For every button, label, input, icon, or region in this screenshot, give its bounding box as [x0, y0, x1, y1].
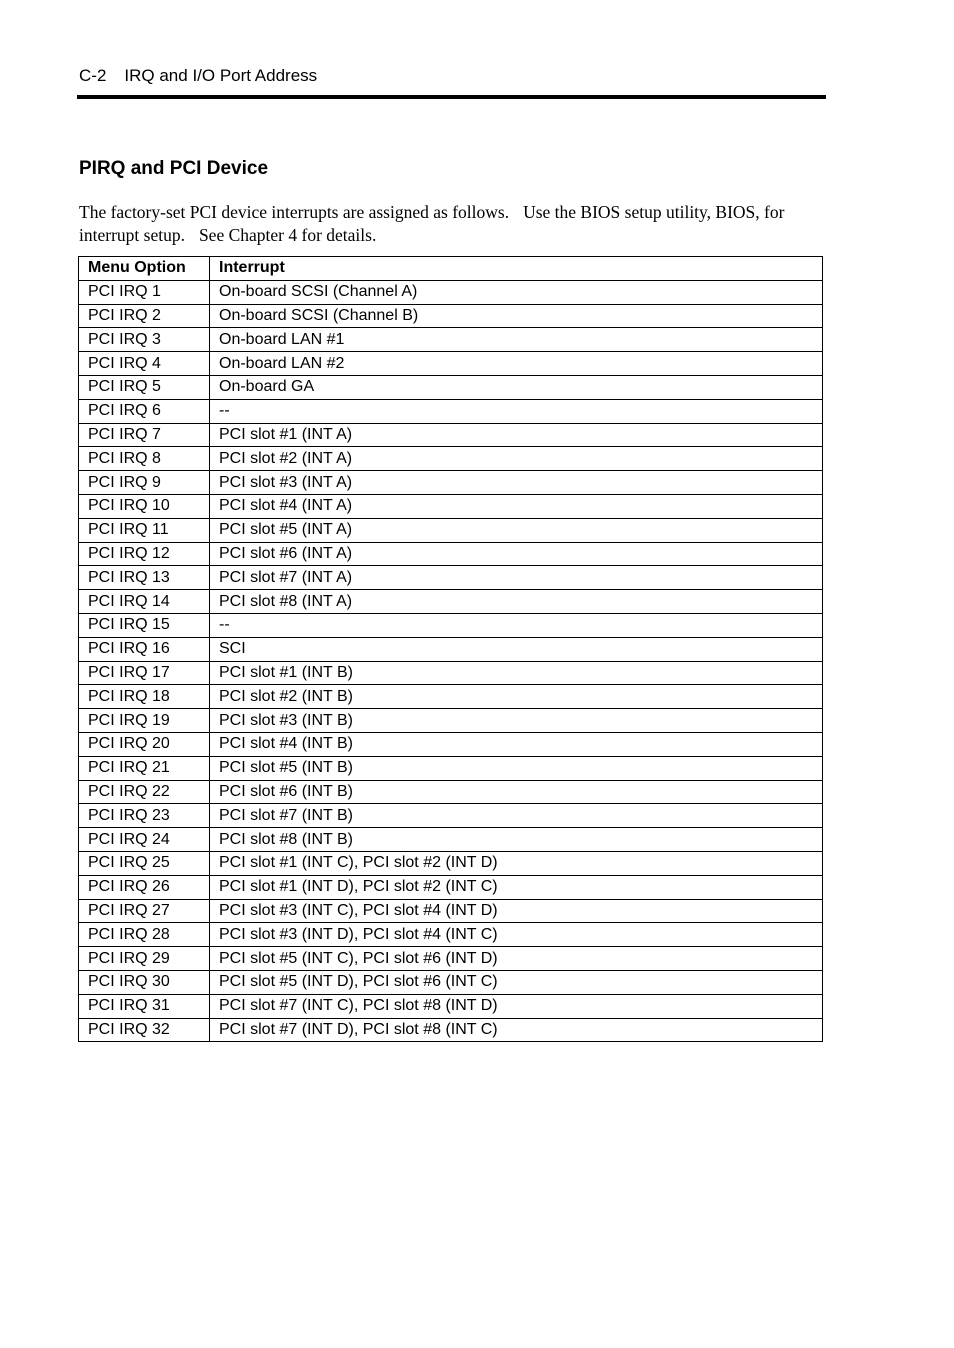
menu-option-cell: PCI IRQ 7	[79, 423, 210, 447]
table-row	[79, 875, 823, 899]
menu-option-cell: PCI IRQ 13	[79, 566, 210, 590]
menu-option-cell: PCI IRQ 11	[79, 518, 210, 542]
intro-sentence-2: Use the BIOS setup utility, BIOS, for interrupt setup.	[79, 202, 785, 245]
table-row	[79, 328, 823, 352]
menu-option-cell: PCI IRQ 16	[79, 637, 210, 661]
interrupt-cell: PCI slot #6 (INT A)	[210, 542, 823, 566]
menu-option-cell: PCI IRQ 20	[79, 732, 210, 756]
menu-option-cell: PCI IRQ 3	[79, 328, 210, 352]
interrupt-cell: PCI slot #3 (INT D), PCI slot #4 (INT C)	[210, 923, 823, 947]
interrupt-cell: PCI slot #1 (INT D), PCI slot #2 (INT C)	[210, 875, 823, 899]
menu-option-cell: PCI IRQ 6	[79, 399, 210, 423]
menu-option-cell: PCI IRQ 27	[79, 899, 210, 923]
table-row	[79, 732, 823, 756]
page-code: C-2	[79, 66, 107, 85]
menu-option-cell: PCI IRQ 25	[79, 851, 210, 875]
intro-sentence-1: The factory-set PCI device interrupts are assigned as follows.	[79, 202, 510, 222]
table-row	[79, 661, 823, 685]
interrupt-cell: --	[210, 613, 823, 637]
menu-option-cell: PCI IRQ 24	[79, 828, 210, 852]
interrupt-cell: PCI slot #3 (INT C), PCI slot #4 (INT D)	[210, 899, 823, 923]
chapter-title: IRQ and I/O Port Address	[124, 66, 318, 85]
table-row	[79, 280, 823, 304]
menu-option-cell: PCI IRQ 21	[79, 756, 210, 780]
interrupt-cell: PCI slot #4 (INT A)	[210, 494, 823, 518]
table-row	[79, 399, 823, 423]
interrupt-cell: On-board LAN #2	[210, 352, 823, 376]
interrupt-cell: On-board GA	[210, 375, 823, 399]
interrupt-cell: PCI slot #3 (INT A)	[210, 471, 823, 495]
table-row	[79, 828, 823, 852]
interrupt-cell: PCI slot #7 (INT A)	[210, 566, 823, 590]
table-row	[79, 709, 823, 733]
table-header-row	[79, 257, 823, 281]
table-row	[79, 494, 823, 518]
interrupt-cell: PCI slot #1 (INT C), PCI slot #2 (INT D)	[210, 851, 823, 875]
menu-option-cell: PCI IRQ 4	[79, 352, 210, 376]
menu-option-cell: PCI IRQ 22	[79, 780, 210, 804]
pirq-table	[78, 256, 823, 1042]
interrupt-cell: PCI slot #7 (INT B)	[210, 804, 823, 828]
interrupt-cell: PCI slot #1 (INT B)	[210, 661, 823, 685]
menu-option-cell: PCI IRQ 30	[79, 970, 210, 994]
table-row	[79, 756, 823, 780]
interrupt-cell: On-board SCSI (Channel A)	[210, 280, 823, 304]
interrupt-cell: PCI slot #5 (INT A)	[210, 518, 823, 542]
table-row	[79, 566, 823, 590]
table-row	[79, 1018, 823, 1042]
table-row	[79, 804, 823, 828]
table-row	[79, 304, 823, 328]
menu-option-cell: PCI IRQ 32	[79, 1018, 210, 1042]
table-row	[79, 970, 823, 994]
interrupt-cell: --	[210, 399, 823, 423]
interrupt-cell: PCI slot #8 (INT B)	[210, 828, 823, 852]
interrupt-cell: PCI slot #5 (INT D), PCI slot #6 (INT C)	[210, 970, 823, 994]
table-row	[79, 613, 823, 637]
table-row	[79, 447, 823, 471]
interrupt-cell: PCI slot #7 (INT D), PCI slot #8 (INT C)	[210, 1018, 823, 1042]
table-row	[79, 994, 823, 1018]
column-header-menu-option: Menu Option	[79, 257, 210, 281]
table-row	[79, 947, 823, 971]
menu-option-cell: PCI IRQ 14	[79, 590, 210, 614]
menu-option-cell: PCI IRQ 28	[79, 923, 210, 947]
menu-option-cell: PCI IRQ 8	[79, 447, 210, 471]
table-row	[79, 352, 823, 376]
table-row	[79, 375, 823, 399]
interrupt-cell: PCI slot #1 (INT A)	[210, 423, 823, 447]
menu-option-cell: PCI IRQ 29	[79, 947, 210, 971]
table-row	[79, 685, 823, 709]
table-row	[79, 471, 823, 495]
interrupt-cell: PCI slot #4 (INT B)	[210, 732, 823, 756]
menu-option-cell: PCI IRQ 19	[79, 709, 210, 733]
interrupt-cell: On-board LAN #1	[210, 328, 823, 352]
menu-option-cell: PCI IRQ 2	[79, 304, 210, 328]
menu-option-cell: PCI IRQ 17	[79, 661, 210, 685]
menu-option-cell: PCI IRQ 10	[79, 494, 210, 518]
interrupt-cell: SCI	[210, 637, 823, 661]
menu-option-cell: PCI IRQ 9	[79, 471, 210, 495]
interrupt-cell: PCI slot #2 (INT A)	[210, 447, 823, 471]
table-row	[79, 423, 823, 447]
table-row	[79, 590, 823, 614]
interrupt-cell: PCI slot #7 (INT C), PCI slot #8 (INT D)	[210, 994, 823, 1018]
table-row	[79, 542, 823, 566]
interrupt-cell: PCI slot #8 (INT A)	[210, 590, 823, 614]
table-row	[79, 923, 823, 947]
menu-option-cell: PCI IRQ 31	[79, 994, 210, 1018]
interrupt-cell: On-board SCSI (Channel B)	[210, 304, 823, 328]
interrupt-cell: PCI slot #3 (INT B)	[210, 709, 823, 733]
table-row	[79, 637, 823, 661]
interrupt-cell: PCI slot #5 (INT C), PCI slot #6 (INT D)	[210, 947, 823, 971]
page-header	[79, 64, 317, 88]
table-body	[79, 280, 823, 1042]
menu-option-cell: PCI IRQ 15	[79, 613, 210, 637]
column-header-interrupt: Interrupt	[210, 257, 823, 281]
menu-option-cell: PCI IRQ 5	[79, 375, 210, 399]
menu-option-cell: PCI IRQ 1	[79, 280, 210, 304]
interrupt-cell: PCI slot #6 (INT B)	[210, 780, 823, 804]
menu-option-cell: PCI IRQ 18	[79, 685, 210, 709]
table-row	[79, 851, 823, 875]
menu-option-cell: PCI IRQ 12	[79, 542, 210, 566]
intro-paragraph	[79, 201, 819, 247]
table-row	[79, 780, 823, 804]
interrupt-cell: PCI slot #5 (INT B)	[210, 756, 823, 780]
intro-sentence-3: See Chapter 4 for details.	[198, 225, 377, 245]
menu-option-cell: PCI IRQ 23	[79, 804, 210, 828]
header-rule	[77, 95, 826, 99]
table-row	[79, 899, 823, 923]
interrupt-cell: PCI slot #2 (INT B)	[210, 685, 823, 709]
menu-option-cell: PCI IRQ 26	[79, 875, 210, 899]
table-row	[79, 518, 823, 542]
section-title: PIRQ and PCI Device	[79, 158, 269, 179]
